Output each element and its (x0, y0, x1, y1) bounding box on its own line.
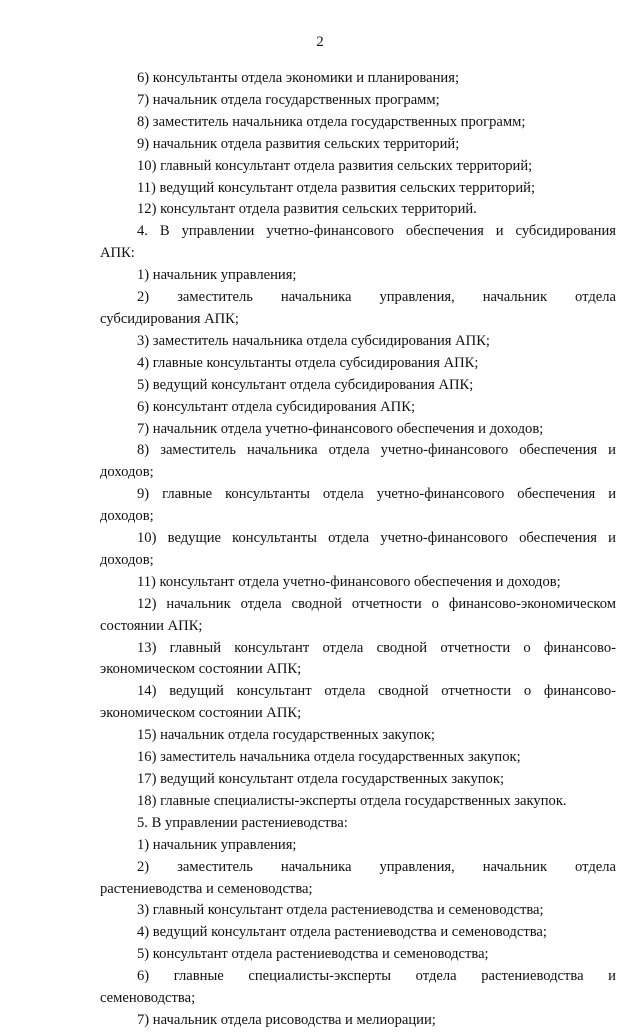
page-number: 2 (316, 34, 324, 50)
list-item: 6) консультант отдела субсидирования АПК; (137, 398, 416, 415)
list-item: 4) главные консультанты отдела субсидирования АПК; (137, 354, 479, 371)
list-item: 9) главные консультанты отдела учетно-финансового обеспечения и (137, 486, 616, 503)
list-item: 11) ведущий консультант отдела развития сельских территорий; (137, 179, 536, 196)
list-item: 1) начальник управления; (137, 836, 297, 853)
list-item: 15) начальник отдела государственных закупок; (137, 727, 435, 744)
list-item: 17) ведущий консультант отдела государственных закупок; (137, 771, 504, 787)
list-item-continuation: состоянии АПК; (100, 617, 203, 634)
list-item: 12) начальник отдела сводной отчетности о финансово-экономическом (137, 595, 616, 612)
list-item: 3) заместитель начальника отдела субсидирования АПК; (137, 332, 490, 349)
document-body (100, 68, 616, 1032)
list-item: 7) начальник отдела учетно-финансового обеспечения и доходов; (137, 420, 544, 437)
list-item-continuation: экономическом состоянии АПК; (100, 661, 302, 678)
list-item: 1) начальник управления; (137, 267, 297, 284)
list-item: 6) консультанты отдела экономики и планирования; (137, 70, 459, 86)
list-item: 2) заместитель начальника управления, начальник отдела (137, 289, 616, 306)
list-item: 6) главные специалисты-эксперты отдела растениеводства и (137, 968, 616, 985)
list-item-continuation: доходов; (100, 551, 154, 568)
section-heading: 5. В управлении растениеводства: (137, 814, 348, 831)
list-item: 4) ведущий консультант отдела растениеводства и семеноводства; (137, 924, 547, 941)
list-item-continuation: семеноводства; (100, 990, 196, 1007)
list-item-continuation: доходов; (100, 508, 154, 525)
list-item: 7) начальник отдела государственных программ; (137, 91, 440, 108)
list-item: 3) главный консультант отдела растениеводства и семеноводства; (137, 902, 544, 919)
list-item: 11) консультант отдела учетно-финансового обеспечения и доходов; (137, 573, 561, 590)
list-item: 5) ведущий консультант отдела субсидирования АПК; (137, 376, 474, 393)
section-heading: 4. В управлении учетно-финансового обеспечения и субсидирования (137, 223, 616, 240)
list-item-continuation: растениеводства и семеноводства; (100, 880, 313, 897)
list-item: 8) заместитель начальника отдела учетно-финансового обеспечения и (137, 442, 616, 459)
list-item-continuation: экономическом состоянии АПК; (100, 705, 302, 722)
list-item: 10) главный консультант отдела развития сельских территорий; (137, 157, 533, 174)
list-item: 7) начальник отдела рисоводства и мелиорации; (137, 1011, 436, 1028)
list-item-continuation: субсидирования АПК; (100, 310, 239, 327)
list-item: 13) главный консультант отдела сводной отчетности о финансово- (137, 639, 616, 656)
list-item: 2) заместитель начальника управления, начальник отдела (137, 858, 616, 875)
list-item: 9) начальник отдела развития сельских территорий; (137, 135, 460, 152)
section-heading-continuation: АПК: (100, 245, 135, 262)
list-item: 12) консультант отдела развития сельских территорий. (137, 201, 477, 218)
list-item: 5) консультант отдела растениеводства и семеноводства; (137, 946, 489, 963)
list-item: 18) главные специалисты-эксперты отдела государственных закупок. (137, 792, 567, 809)
list-item-continuation: доходов; (100, 464, 154, 481)
list-item: 10) ведущие консультанты отдела учетно-финансового обеспечения и (137, 530, 616, 547)
list-item: 8) заместитель начальника отдела государственных программ; (137, 113, 526, 130)
list-item: 16) заместитель начальника отдела государственных закупок; (137, 749, 521, 766)
list-item: 14) ведущий консультант отдела сводной отчетности о финансово- (137, 683, 616, 700)
